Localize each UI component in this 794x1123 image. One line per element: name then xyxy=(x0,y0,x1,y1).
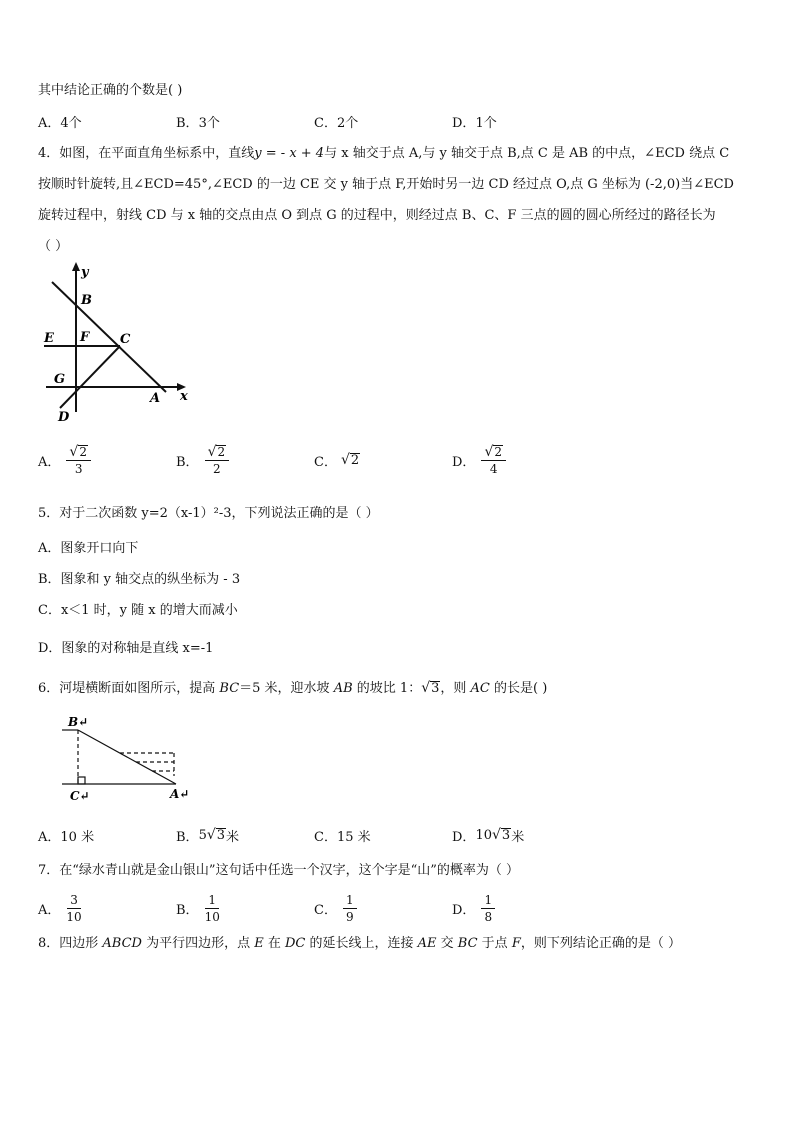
q4-option-d: D． √ 2 4 xyxy=(452,440,506,480)
q4-options xyxy=(38,440,738,480)
svg-text:A↵: A↵ xyxy=(170,787,190,801)
svg-text:G: G xyxy=(54,372,66,387)
q7-options xyxy=(38,886,738,930)
q6-option-a: A． 10 米 xyxy=(38,829,95,845)
svg-text:F: F xyxy=(80,330,90,345)
q7-option-a: A． $\frac{3}{10}$ xyxy=(38,892,82,924)
svg-text:C: C xyxy=(120,332,131,347)
y-axis-arrow-icon xyxy=(72,262,80,271)
q5-option-a: A．图象开口向下 xyxy=(38,541,139,556)
q5-option-d: D．图象的对称轴是直线 x=-1 xyxy=(38,641,214,656)
svg-text:D: D xyxy=(58,410,70,425)
q6-option-d: D． 10 √ 3 米 xyxy=(452,827,525,845)
svg-text:x: x xyxy=(180,389,188,404)
q4-line-2: 按顺时针旋转,且∠ECD=45°,∠ECD 的一边 CE 交 y 轴于点 F,开始时另一边 CD 经过点 O,点 G 坐标为 (-2,0)当∠ECD xyxy=(38,177,734,192)
svg-text:B↵: B↵ xyxy=(68,715,89,729)
q4-figure xyxy=(38,262,198,427)
q7-option-b: B． $\frac{1}{10}$ xyxy=(176,892,220,924)
q7-option-c: C． $\frac{1}{9}$ xyxy=(314,886,357,930)
q3-options xyxy=(38,106,738,136)
q7-stem: 7．在“绿水青山就是金山银山”这句话中任选一个汉字，这个字是“山”的概率为（ ） xyxy=(38,863,519,878)
q5-stem: 5．对于二次函数 y=2（x-1）²-3，下列说法正确的是（ ） xyxy=(38,506,379,521)
q4-formula: y = - x + 4 xyxy=(254,146,325,161)
q6-option-b: B． 5 √ 3 米 xyxy=(176,827,240,845)
q3-option-d: D． 1个 xyxy=(452,115,497,131)
q4-line-1: 4．如图，在平面直角坐标系中，直线y = - x + 4与 x 轴交于点 A,与 y 轴交于点 B,点 C 是 AB 的中点，∠ECD 绕点 C xyxy=(38,146,730,161)
q7-option-d: D． $\frac{1}{8}$ xyxy=(452,886,495,930)
svg-text:C↵: C↵ xyxy=(70,789,90,803)
q4-line-4: （ ） xyxy=(38,239,69,254)
svg-text:A: A xyxy=(150,391,161,406)
q6-option-c: C． 15 米 xyxy=(314,829,371,845)
q3-option-a: A． 4个 xyxy=(38,115,82,131)
q3-stem: 其中结论正确的个数是( ) xyxy=(38,83,183,98)
q3-option-c: C． 2个 xyxy=(314,115,359,131)
svg-text:y: y xyxy=(81,265,89,280)
q8-stem: 8．四边形 ABCD 为平行四边形，点 E 在 DC 的延长线上，连接 AE 交 BC 于点 F，则下列结论正确的是（ ） xyxy=(38,936,681,951)
q3-option-b: B． 3个 xyxy=(176,115,220,131)
q5-option-b: B．图象和 y 轴交点的纵坐标为 - 3 xyxy=(38,572,241,587)
q6-options xyxy=(38,820,738,850)
q5-option-c: C．x＜1 时，y 随 x 的增大而减小 xyxy=(38,603,238,618)
q6-figure xyxy=(54,712,204,807)
q6-stem: 6．河堤横断面如图所示，提高 BC＝5 米，迎水坡 AB 的坡比 1： √ 3 ，则 AC 的长是( ) xyxy=(38,680,548,696)
q4-option-b: B． √ 2 2 xyxy=(176,440,229,480)
q4-option-c: C． √ 2 xyxy=(314,452,360,470)
svg-text:B: B xyxy=(81,293,92,308)
q4-option-a: A． √ 2 3 xyxy=(38,440,91,480)
q4-line-3: 旋转过程中，射线 CD 与 x 轴的交点由点 O 到点 G 的过程中，则经过点 B、C、F 三点的圆的圆心所经过的路径长为 xyxy=(38,208,716,223)
svg-text:E: E xyxy=(44,331,54,346)
